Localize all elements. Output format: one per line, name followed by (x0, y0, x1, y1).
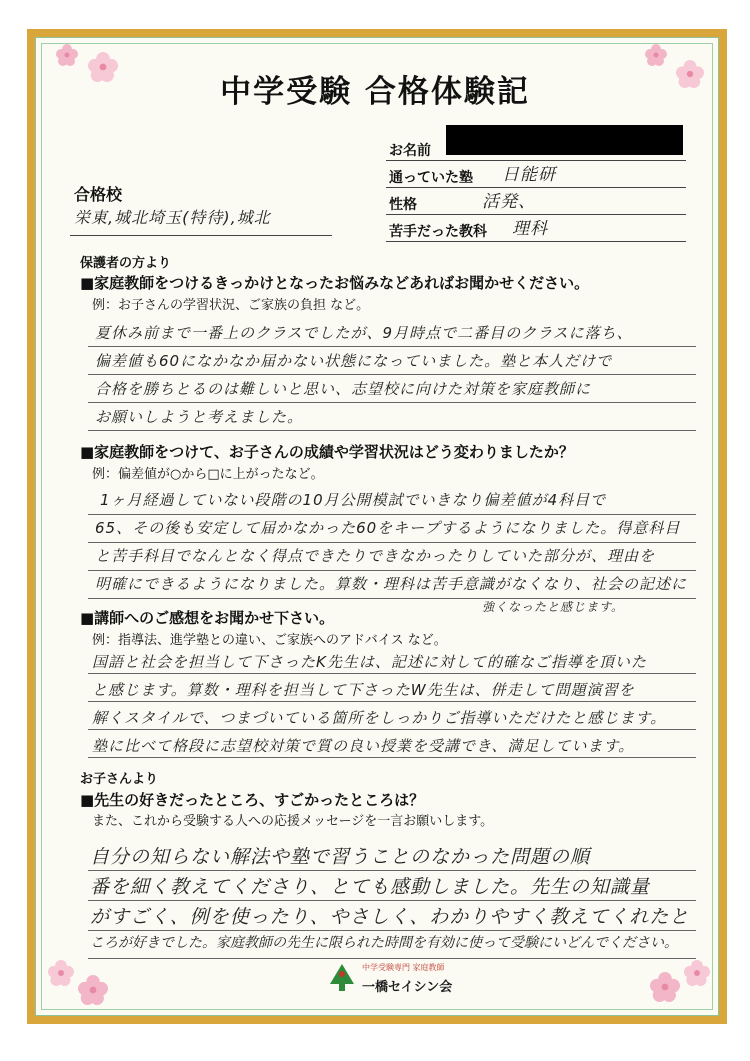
logo-name: 一橋セイシン会 (362, 980, 453, 995)
divider (70, 235, 332, 236)
q4-title: ■先生の好きだったところ、すごかったところは？ (80, 791, 425, 809)
q4-answer-line: ころが好きでした。家庭教師の先生に限られた時間を有効に使って受験にいどんでください。 (90, 935, 678, 951)
logo-tagline: 中学受験専門 家庭教師 (362, 963, 445, 972)
q1-answer-line: 夏休み前まで一番上のクラスでしたが、9月時点で二番目のクラスに落ち、 (95, 324, 633, 342)
writing-line (88, 870, 696, 871)
weak-subject-label: 苦手だった教科 (389, 224, 487, 240)
name-label: お名前 (389, 143, 431, 159)
writing-line (88, 514, 696, 515)
writing-line (88, 402, 696, 403)
flower-icon (48, 960, 74, 986)
writing-line (88, 729, 696, 730)
q3-answer-line: と感じます。算数・理科を担当して下さったW先生は、併走して問題演習を (92, 681, 635, 699)
writing-line (88, 346, 696, 347)
personality-label: 性格 (389, 197, 417, 213)
school-value: 栄東,城北埼玉(特待),城北 (74, 208, 271, 227)
writing-line (88, 958, 696, 959)
q1-title: ■家庭教師をつけるきっかけとなったお悩みなどあればお聞かせください。 (80, 274, 590, 292)
writing-line (88, 542, 696, 543)
divider (386, 241, 686, 242)
q2-answer-line: 強くなったと感じます。 (482, 600, 625, 614)
writing-line (88, 900, 696, 901)
q2-answer-line: と苦手科目でなんとなく得点できたりできなかったりしていた部分が、理由を (95, 547, 656, 565)
flower-icon (650, 972, 680, 1002)
q4-answer-line: 番を細く教えてくださり、とても感動しました。先生の知識量 (90, 876, 651, 898)
writing-line (88, 673, 696, 674)
writing-line (88, 570, 696, 571)
flower-icon (78, 975, 108, 1005)
q2-example: 例：偏差値が○から□に上がったなど。 (92, 467, 324, 482)
tree-logo-icon (326, 962, 358, 992)
q1-example: 例：お子さんの学習状況、ご家族の負担 など。 (92, 298, 370, 313)
q1-answer-line: お願いしようと考えました。 (95, 408, 304, 426)
q4-subtitle: また、これから受験する人への応援メッセージを一言お願いします。 (92, 814, 494, 829)
q1-answer-line: 偏差値も60になかなか届かない状態になっていました。塾と本人だけで (95, 352, 613, 370)
name-redaction (446, 125, 683, 155)
q2-title: ■家庭教師をつけて、お子さんの成績や学習状況はどう変わりましたか？ (80, 443, 574, 461)
q2-answer-line: 65、その後も安定して届かなかった60をキープするようになりました。得意科目 (95, 519, 681, 537)
q1-answer-line: 合格を勝ちとるのは難しいと思い、志望校に向けた対策を家庭教師に (95, 380, 592, 398)
divider (386, 187, 686, 188)
writing-line (88, 374, 696, 375)
parent-heading: 保護者の方より (80, 256, 172, 271)
juku-label: 通っていた塾 (389, 170, 473, 186)
flower-icon (56, 44, 78, 66)
writing-line (88, 930, 696, 931)
q4-answer-line: 自分の知らない解法や塾で習うことのなかった問題の順 (90, 846, 591, 868)
child-heading: お子さんより (80, 772, 159, 787)
weak-subject-value: 理科 (512, 219, 548, 239)
writing-line (88, 757, 696, 758)
page-title: 中学受験 合格体験記 (220, 74, 530, 110)
q3-answer-line: 塾に比べて格段に志望校対策で質の良い授業を受講でき、満足しています。 (92, 737, 635, 755)
flower-icon (645, 44, 667, 66)
writing-line (88, 430, 696, 431)
q3-answer-line: 解くスタイルで、つまづいている箇所をしっかりご指導いただけたと感じます。 (92, 709, 667, 727)
q4-answer-line: がすごく、例を使ったり、やさしく、わかりやすく教えてくれたと (90, 906, 690, 928)
juku-value: 日能研 (502, 165, 556, 185)
writing-line (88, 701, 696, 702)
school-label: 合格校 (74, 185, 123, 204)
q3-title: ■講師へのご感想をお聞かせ下さい。 (80, 609, 335, 627)
q3-example: 例：指導法、進学塾との違い、ご家族へのアドバイス など。 (92, 633, 447, 648)
flower-icon (684, 960, 710, 986)
personality-value: 活発、 (482, 192, 536, 212)
q3-answer-line: 国語と社会を担当して下さったK先生は、記述に対して的確なご指導を頂いた (92, 653, 647, 671)
q2-answer-line: 1ヶ月経過していない段階の10月公開模試でいきなり偏差値が4科目で (100, 491, 607, 509)
q2-answer-line: 明確にできるようになりました。算数・理科は苦手意識がなくなり、社会の記述に (95, 575, 688, 593)
